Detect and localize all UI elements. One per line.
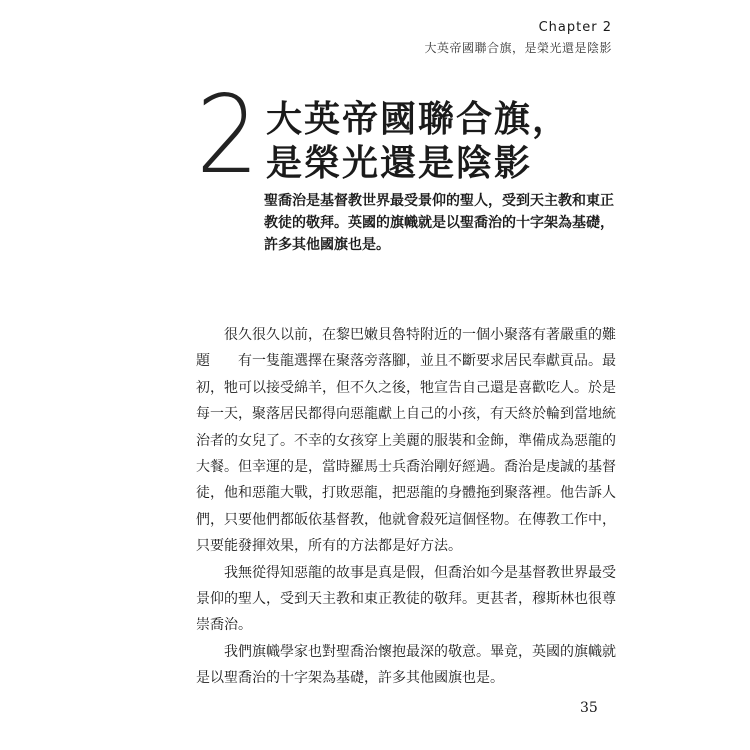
- chapter-summary: [264, 190, 614, 256]
- body-line: 題 有一隻龍選擇在聚落旁落腳，並且不斷要求居民奉獻貢品。最: [196, 353, 616, 370]
- body-line: 是以聖喬治的十字架為基礎，許多其他國旗也是。: [196, 670, 504, 687]
- running-head: [424, 20, 612, 56]
- summary-line: 聖喬治是基督教世界最受景仰的聖人，受到天主教和東正: [264, 193, 614, 209]
- chapter-title-line: 是榮光還是陰影: [266, 143, 533, 184]
- page-number: 35: [580, 700, 598, 716]
- body-line: 崇喬治。: [196, 617, 252, 634]
- body-line: 治者的女兒了。不幸的女孩穿上美麗的服裝和金飾，準備成為惡龍的: [196, 432, 616, 449]
- chapter-number: 2: [196, 73, 260, 198]
- body-line: 我們旗幟學家也對聖喬治懷抱最深的敬意。畢竟，英國的旗幟就: [224, 643, 616, 660]
- running-chapter-title: 大英帝國聯合旗，是榮光還是陰影: [424, 41, 612, 55]
- body-line: 很久很久以前，在黎巴嫩貝魯特附近的一個小聚落有著嚴重的難: [224, 327, 616, 343]
- body-line: 我無從得知惡龍的故事是真是假，但喬治如今是基督教世界最受: [224, 564, 616, 581]
- body-line: 大餐。但幸運的是，當時羅馬士兵喬治剛好經過。喬治是虔誠的基督: [196, 459, 616, 476]
- body-text: [196, 322, 616, 692]
- chapter-title: [266, 98, 570, 186]
- body-line: 景仰的聖人，受到天主教和東正教徒的敬拜。更甚者，穆斯林也很尊: [196, 591, 616, 608]
- body-line: 每一天，聚落居民都得向惡龍獻上自己的小孩，有天終於輪到當地統: [196, 406, 616, 423]
- body-line: 徒，他和惡龍大戰，打敗惡龍，把惡龍的身體拖到聚落裡。他告訴人: [196, 485, 616, 502]
- body-line: 們，只要他們都皈依基督教，他就會殺死這個怪物。在傳教工作中，: [196, 511, 616, 528]
- body-line: 只要能發揮效果，所有的方法都是好方法。: [196, 538, 462, 555]
- summary-line: 教徒的敬拜。英國的旗幟就是以聖喬治的十字架為基礎，: [264, 215, 614, 231]
- body-line: 初，牠可以接受綿羊，但不久之後，牠宣告自己還是喜歡吃人。於是: [196, 379, 616, 396]
- chapter-title-line: 大英帝國聯合旗，: [266, 99, 571, 140]
- summary-line: 許多其他國旗也是。: [264, 237, 390, 253]
- chapter-label: Chapter 2: [538, 20, 612, 35]
